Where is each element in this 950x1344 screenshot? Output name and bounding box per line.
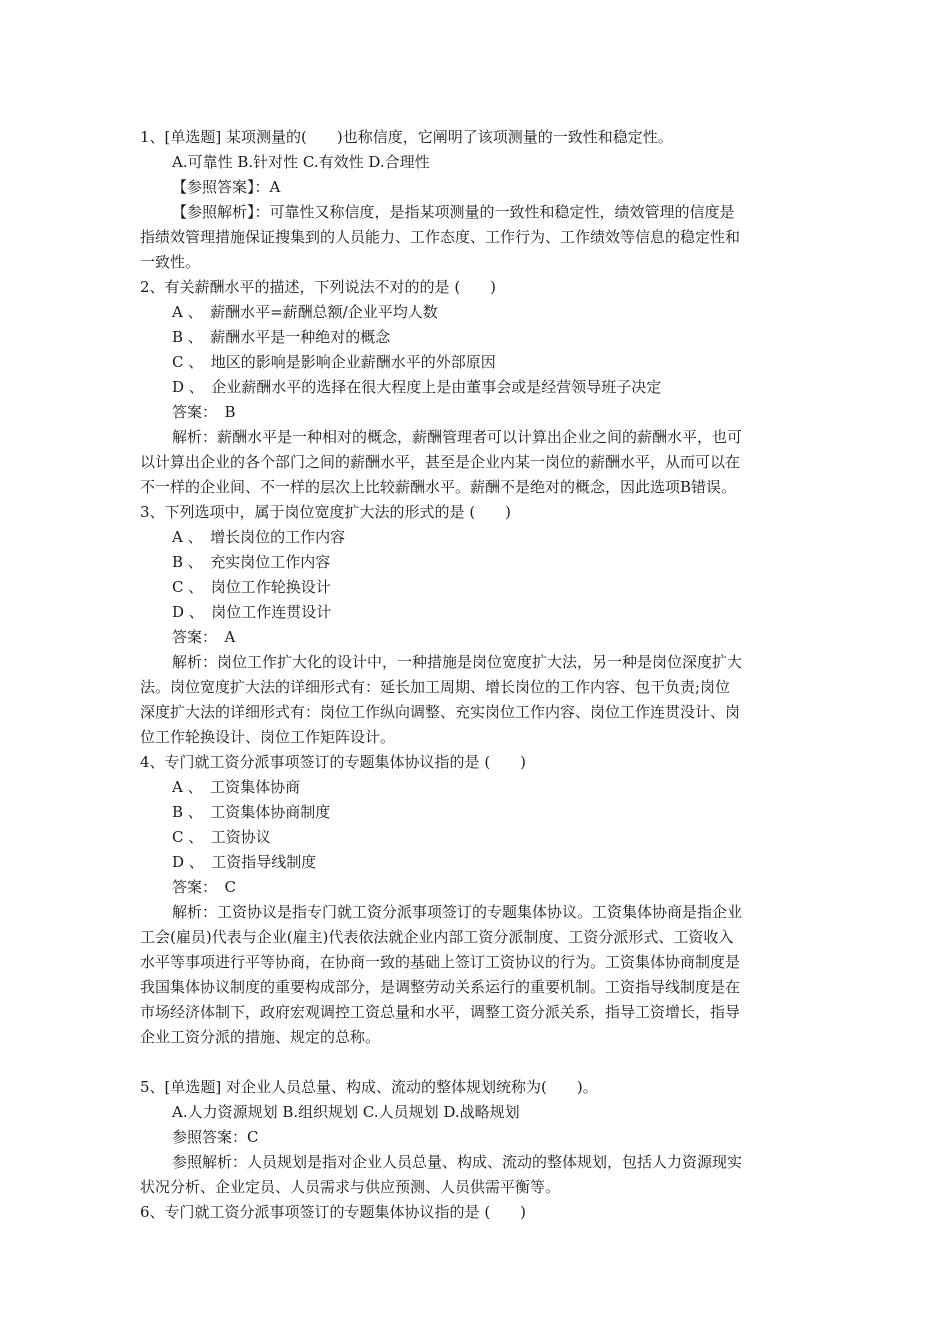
question-1-options: A.可靠性 B.针对性 C.有效性 D.合理性 xyxy=(172,153,430,171)
question-5-options: A.人力资源规划 B.组织规划 C.人员规划 D.战略规划 xyxy=(172,1103,520,1121)
question-3-option: B 、 充实岗位工作内容 xyxy=(172,553,331,571)
question-2-answer: 答案： B xyxy=(172,403,236,421)
question-3-explanation-line: 深度扩大法的详细形式有：岗位工作纵向调整、充实岗位工作内容、岗位工作连贯没计、岗 xyxy=(140,703,741,721)
question-3-answer: 答案： A xyxy=(172,628,236,646)
question-4-option: C 、 工资协议 xyxy=(172,828,271,846)
question-3-explanation-line: 位工作轮换设计、岗位工作矩阵设计。 xyxy=(140,728,396,746)
question-4-answer: 答案： C xyxy=(172,878,236,896)
question-1-stem: 1、[单选题] 某项测量的( )也称信度，它阐明了该项测量的一致性和稳定性。 xyxy=(140,128,673,146)
question-3-option: D 、 岗位工作连贯设计 xyxy=(172,603,332,621)
question-1-answer: 【参照答案】：A xyxy=(172,178,281,196)
question-5-answer: 参照答案：C xyxy=(172,1128,259,1146)
question-2-option: D 、 企业薪酬水平的选择在很大程度上是由董事会或是经营领导班子决定 xyxy=(172,378,662,396)
question-2-option: B 、 薪酬水平是一种绝对的概念 xyxy=(172,328,391,346)
question-2-stem: 2、有关薪酬水平的描述，下列说法不对的的是 ( ) xyxy=(140,278,497,296)
question-4-explanation-line: 企业工资分派的措施、规定的总称。 xyxy=(140,1028,381,1046)
question-4-explanation-line: 我国集体协议制度的重要构成部分，是调整劳动关系运行的重要机制。工资指导线制度是在 xyxy=(140,978,741,996)
question-4-explanation-line: 解析：工资协议是指专门就工资分派事项签订的专题集体协议。工资集体协商是指企业 xyxy=(172,903,743,921)
question-3-stem: 3、下列选项中，属于岗位宽度扩大法的形式的是 ( ) xyxy=(140,503,512,521)
question-2-option: A 、 薪酬水平=薪酬总额/企业平均人数 xyxy=(172,303,438,321)
question-5-explanation-line: 状况分析、企业定员、人员需求与供应预测、人员供需平衡等。 xyxy=(140,1178,561,1196)
question-3-option: C 、 岗位工作轮换设计 xyxy=(172,578,331,596)
question-5-stem: 5、[单选题] 对企业人员总量、构成、流动的整体规划统称为( )。 xyxy=(140,1078,598,1096)
question-4-option: D 、 工资指导线制度 xyxy=(172,853,317,871)
question-4-stem: 4、专门就工资分派事项签订的专题集体协议指的是 ( ) xyxy=(140,753,527,771)
question-1-explanation-line: 指绩效管理措施保证搜集到的人员能力、工作态度、工作行为、工作绩效等信息的稳定性和 xyxy=(140,228,741,246)
question-4-explanation-line: 工会(雇员)代表与企业(雇主)代表依法就企业内部工资分派制度、工资分派形式、工资收入 xyxy=(140,928,734,946)
question-3-explanation-line: 法。岗位宽度扩大法的详细形式有：延长加工周期、增长岗位的工作内容、包干负责;岗位 xyxy=(140,678,731,696)
question-2-explanation-line: 解析：薪酬水平是一种相对的概念，薪酬管理者可以计算出企业之间的薪酬水平，也可 xyxy=(172,428,743,446)
question-4-option: B 、 工资集体协商制度 xyxy=(172,803,331,821)
question-4-option: A 、 工资集体协商 xyxy=(172,778,301,796)
question-4-explanation-line: 水平等事项进行平等协商，在协商一致的基础上签订工资协议的行为。工资集体协商制度是 xyxy=(140,953,741,971)
question-3-explanation-line: 解析：岗位工作扩大化的设计中，一种措施是岗位宽度扩大法，另一种是岗位深度扩大 xyxy=(172,653,743,671)
question-3-option: A 、 增长岗位的工作内容 xyxy=(172,528,346,546)
question-6-stem: 6、专门就工资分派事项签订的专题集体协议指的是 ( ) xyxy=(140,1203,527,1221)
question-5-explanation-line: 参照解析：人员规划是指对企业人员总量、构成、流动的整体规划，包括人力资源现实 xyxy=(172,1153,743,1171)
question-1-explanation-line: 【参照解析】：可靠性又称信度，是指某项测量的一致性和稳定性，绩效管理的信度是 xyxy=(172,203,735,221)
question-2-explanation-line: 以计算出企业的各个部门之间的薪酬水平，甚至是企业内某一岗位的薪酬水平，从而可以在 xyxy=(140,453,741,471)
question-2-explanation-line: 不一样的企业间、不一样的层次上比较薪酬水平。薪酬不是绝对的概念，因此选项B错误。 xyxy=(140,478,737,496)
question-1-explanation-line: 一致性。 xyxy=(140,253,201,271)
question-2-option: C 、 地区的影响是影响企业薪酬水平的外部原因 xyxy=(172,353,496,371)
question-4-explanation-line: 市场经济体制下，政府宏观调控工资总量和水平，调整工资分派关系，指导工资增长，指导 xyxy=(140,1003,741,1021)
